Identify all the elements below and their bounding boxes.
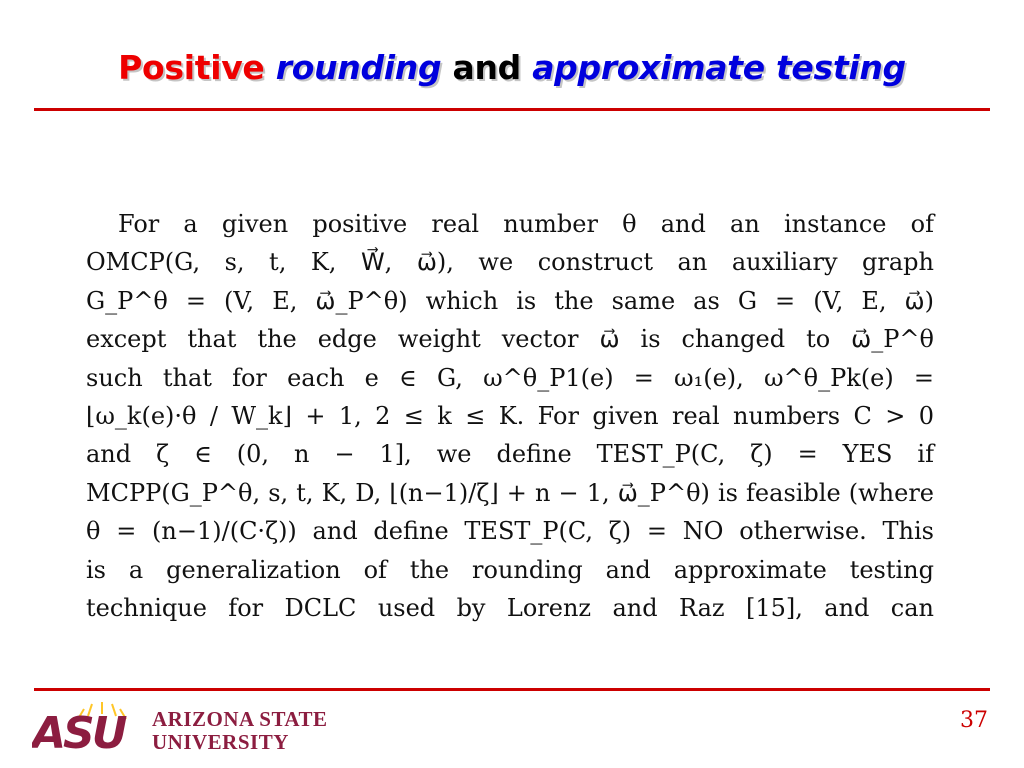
body-line: θ = (n−1)/(C·ζ)) and define TEST_P(C, ζ) = NO otherwise. This (86, 517, 934, 546)
body-line: such that for each e ∈ G, ω^θ_P1(e) = ω₁(e), ω^θ_Pk(e) = (86, 363, 934, 392)
title-word-and: and (452, 48, 521, 87)
body-line: is a generalization of the rounding and approximate testing (86, 555, 934, 584)
logo-line-2: UNIVERSITY (152, 730, 289, 752)
body-line: technique for DCLC used by Lorenz and Raz [15], and can (86, 593, 934, 622)
body-line: except that the edge weight vector ω⃗ is changed to ω⃗_P^θ (86, 325, 934, 354)
body-line: G_P^θ = (V, E, ω⃗_P^θ) which is the same as G = (V, E, ω⃗) (86, 286, 934, 315)
page-number: 37 (960, 708, 988, 733)
footer-divider (34, 688, 990, 691)
body-line: and ζ ∈ (0, n − 1], we define TEST_P(C, ζ) = YES if (86, 440, 934, 469)
asu-logo (32, 702, 352, 752)
slide-title (0, 48, 1024, 87)
logo-line-1: ARIZONA STATE (152, 707, 328, 731)
body-line: OMCP(G, s, t, K, W⃗, ω⃗), we construct an auxiliary graph (86, 248, 934, 277)
logo-mark: ASU (32, 708, 125, 752)
title-word-approximate-testing: approximate testing (532, 48, 906, 87)
body-paragraph (86, 205, 934, 627)
body-line: MCPP(G_P^θ, s, t, K, D, ⌊(n−1)/ζ⌋ + n − 1, ω⃗_P^θ) is feasible (where (86, 478, 934, 507)
body-line: For a given positive real number θ and an instance of (118, 210, 934, 238)
body-line: ⌊ω_k(e)·θ / W_k⌋ + 1, 2 ≤ k ≤ K. For given real numbers C > 0 (86, 401, 934, 430)
title-word-positive: Positive (118, 48, 265, 87)
title-divider (34, 108, 990, 111)
title-word-rounding: rounding (275, 48, 442, 87)
